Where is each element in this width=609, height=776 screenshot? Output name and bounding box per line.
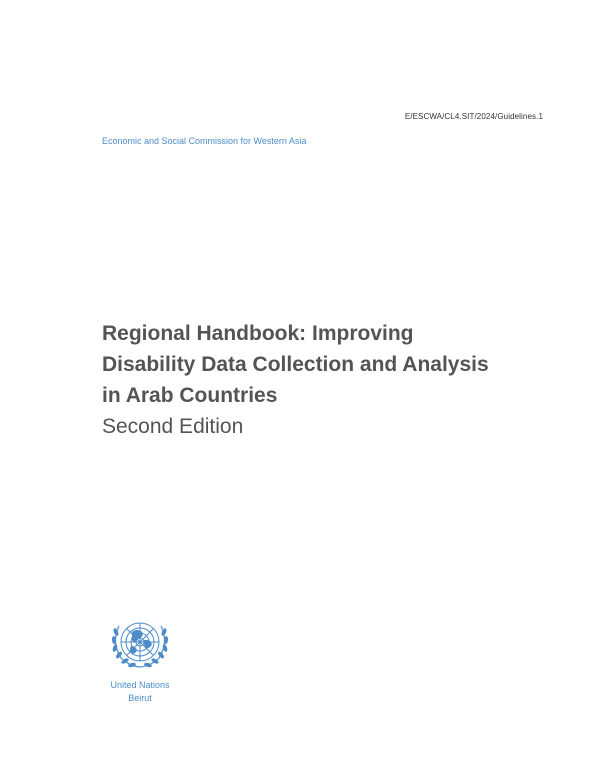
document-symbol: E/ESCWA/CL4.SIT/2024/Guidelines.1 bbox=[404, 112, 543, 121]
un-emblem-block bbox=[99, 612, 181, 704]
un-label-line-1: United Nations bbox=[110, 680, 170, 690]
organization-name: Economic and Social Commission for Western Asia bbox=[102, 136, 307, 146]
edition-label: Second Edition bbox=[102, 415, 244, 438]
title-line-3: in Arab Countries bbox=[102, 384, 278, 407]
un-label-line-2: Beirut bbox=[128, 693, 152, 703]
title-block bbox=[102, 318, 562, 442]
title-line-1: Regional Handbook: Improving bbox=[102, 322, 414, 345]
un-emblem-icon bbox=[105, 612, 175, 678]
title-line-2: Disability Data Collection and Analysis bbox=[102, 353, 489, 376]
